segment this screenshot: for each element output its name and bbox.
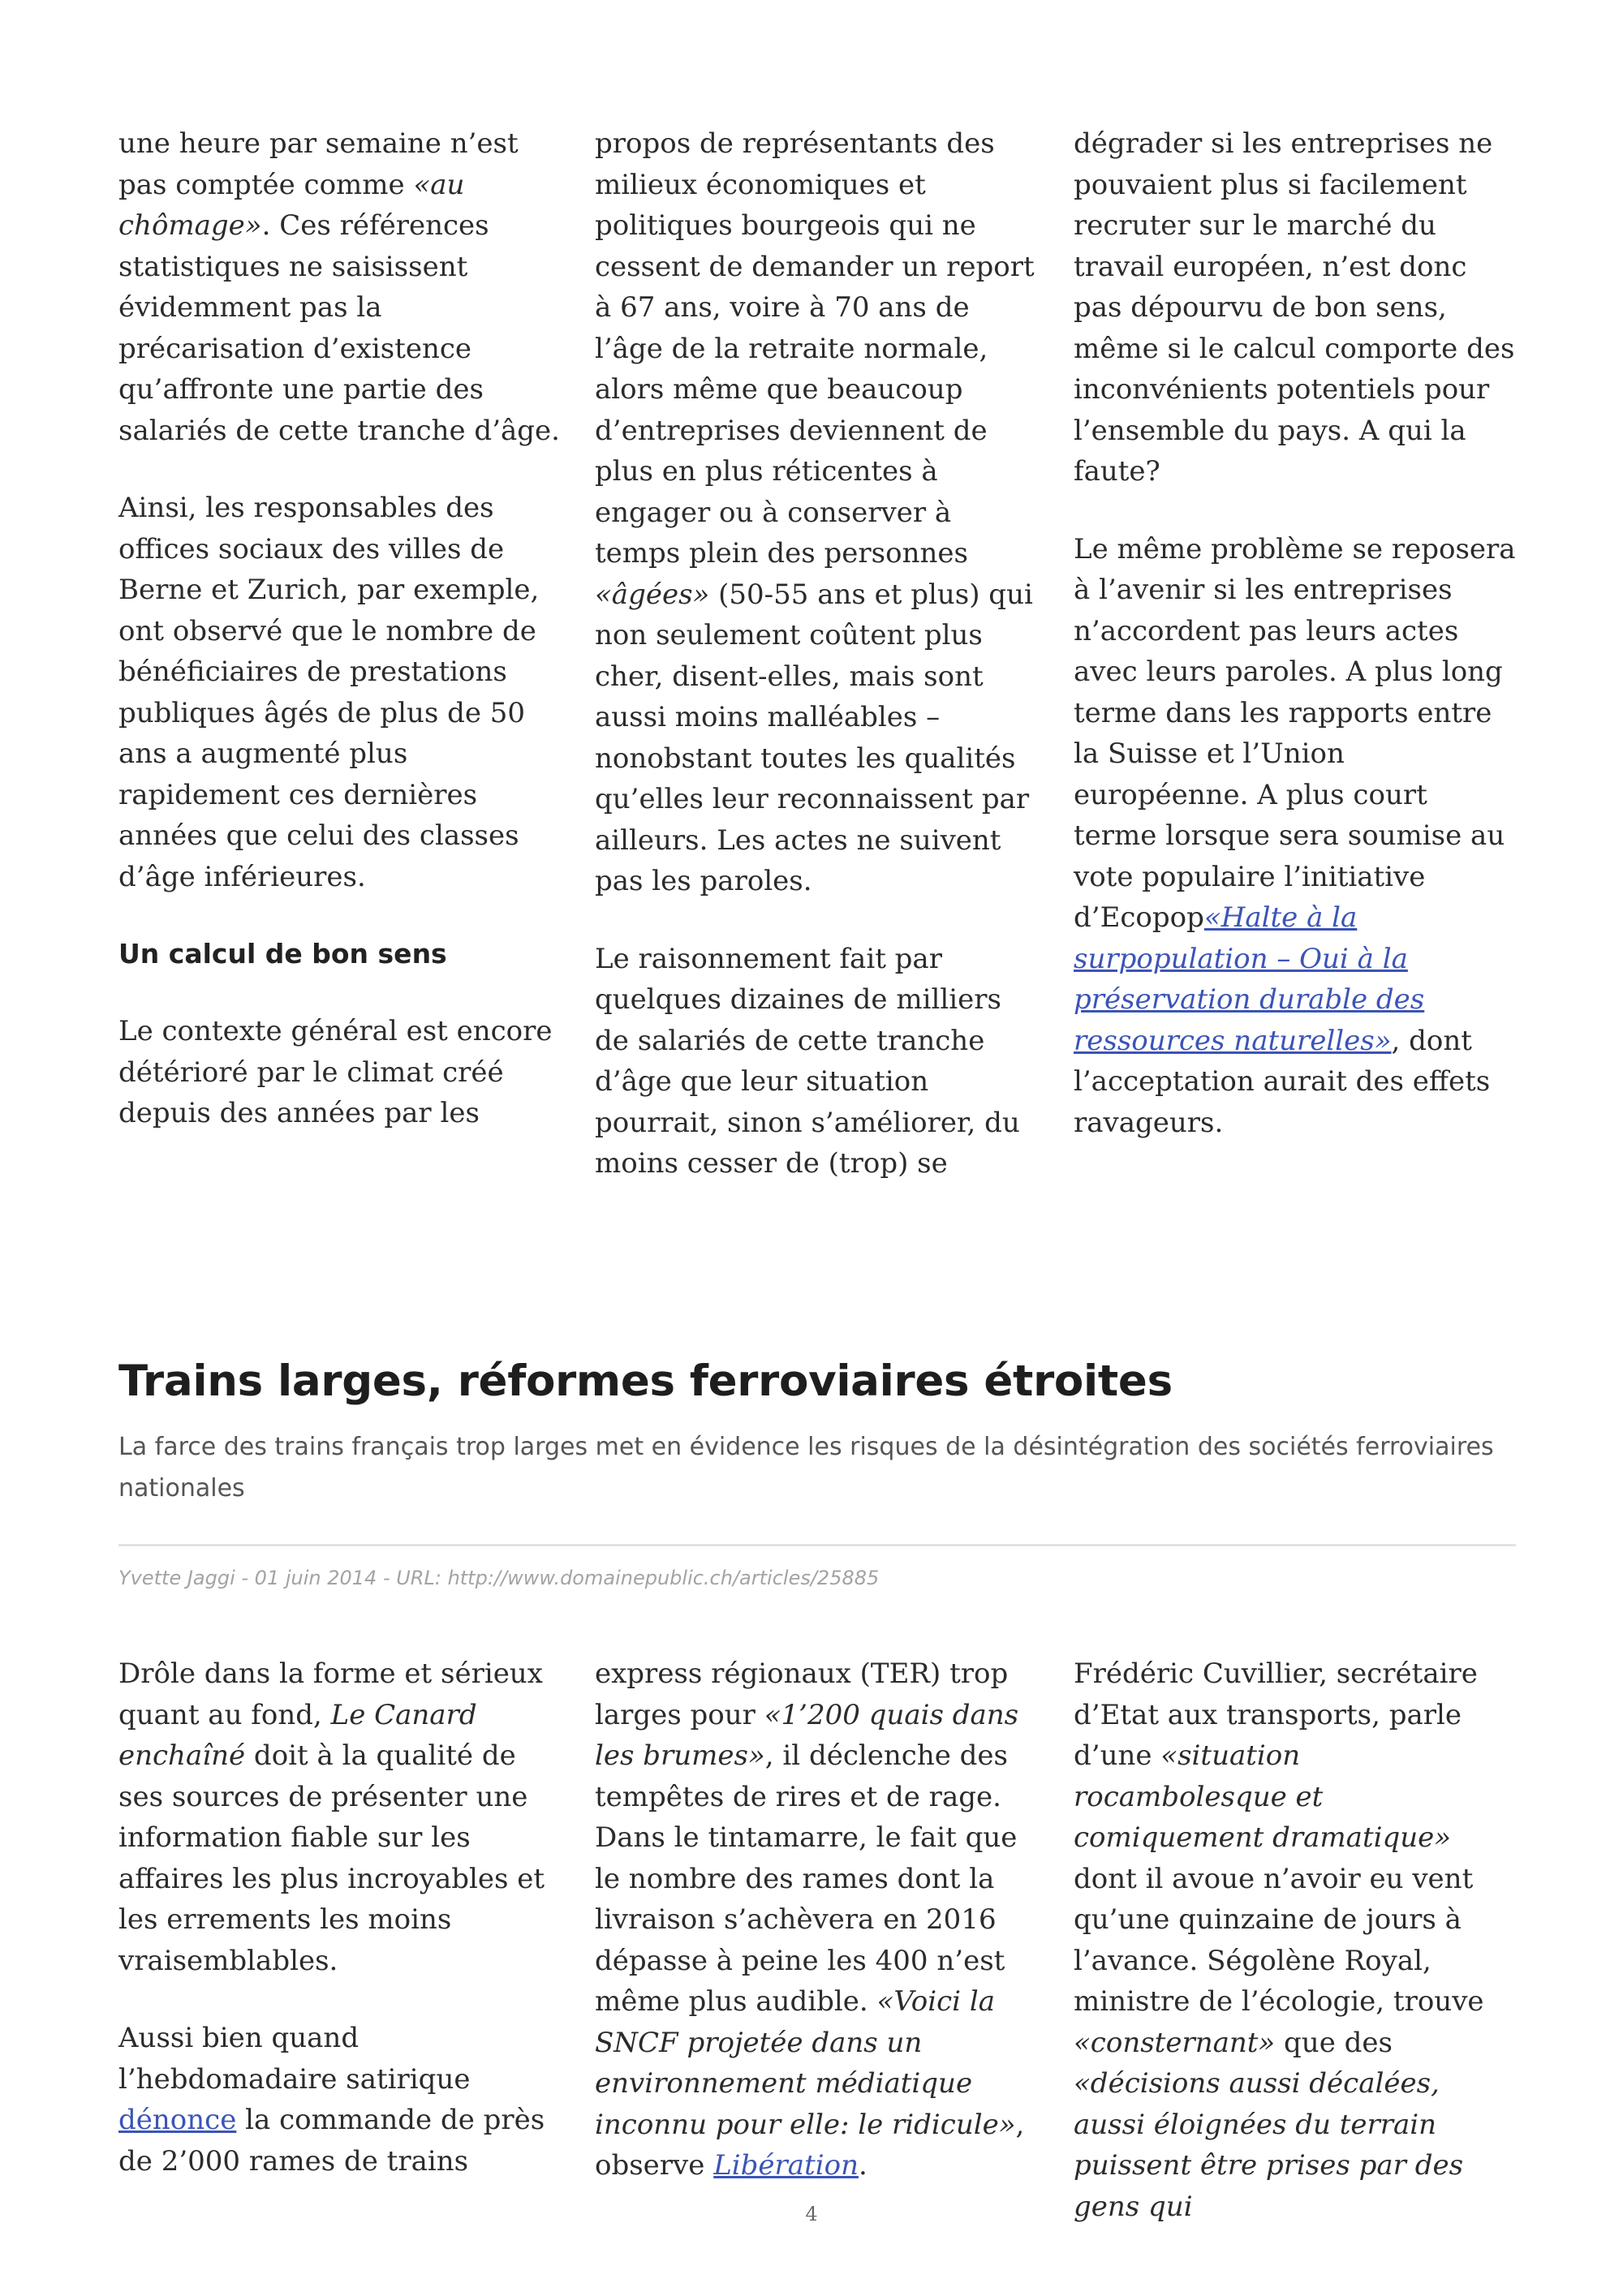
text: Aussi bien quand l’hebdomadaire satirique xyxy=(118,2022,471,2096)
divider xyxy=(118,1544,1516,1546)
section-subheading: Un calcul de bon sens xyxy=(118,938,447,970)
link-text: Libération xyxy=(713,2149,859,2182)
article2-column-3 xyxy=(1074,1653,1516,2227)
italic-quote: «au chômage» xyxy=(118,168,465,242)
text: (50-55 ans et plus) qui non seulement coûtent plus cher, disent-elles, mais sont aussi moins malléables – nonobstant toutes les qualités qu’elles leur reconnaissent par ailleurs. Les actes ne suivent pas les paroles. xyxy=(595,578,1033,897)
denonce-link[interactable]: dénonce xyxy=(118,2104,237,2136)
text: Frédéric Cuvillier, secrétaire d’Etat aux transports, parle d’une xyxy=(1074,1658,1478,1772)
article-lead: La farce des trains français trop larges met en évidence les risques de la désintégration des sociétés ferroviaires nationales xyxy=(118,1433,1494,1503)
article1-column-3 xyxy=(1074,123,1516,1143)
paragraph: Le raisonnement fait par quelques dizaines de milliers de salariés de cette tranche d’âge que leur situation pourrait, sinon s’améliorer, du moins cesser de (trop) se xyxy=(595,942,1020,1180)
italic-quote: «situation rocambolesque et comiquement dramatique» xyxy=(1074,1739,1452,1854)
article-byline: Yvette Jaggi - 01 juin 2014 - URL: http://www.domainepublic.ch/articles/25885 xyxy=(118,1567,880,1589)
paragraph xyxy=(1074,1653,1516,2227)
text: , observe xyxy=(595,2108,1025,2182)
article2-column-2 xyxy=(595,1653,1037,2186)
paragraph xyxy=(118,123,561,451)
article-title: Trains larges, réformes ferroviaires étroites xyxy=(118,1357,1173,1406)
text: dont il avoue n’avoir eu vent qu’une quinzaine de jours à l’avance. Ségolène Royal, ministre de l’écologie, trouve xyxy=(1074,1862,1484,2018)
paragraph: Le contexte général est encore détérioré par le climat créé depuis des années par les xyxy=(118,1015,553,1129)
italic-quote: «1’200 quais dans les brumes» xyxy=(595,1698,1019,1772)
text: une heure par semaine n’est pas comptée comme xyxy=(118,127,519,201)
text: , il déclenche des tempêtes de rires et de rage. Dans le tintamarre, le fait que le nombre des rames dont la livraison s’achèvera en 2016 dépasse à peine les 400 n’est même plus audible. xyxy=(595,1739,1018,2018)
italic-quote: «décisions aussi décalées, aussi éloignées du terrain puissent être prises par des gens qui xyxy=(1074,2067,1464,2223)
italic-quote: «consternant» xyxy=(1074,2026,1276,2059)
text: doit à la qualité de ses sources de présenter une information fiable sur les affaires les plus incroyables et les errements les moins vraisemblables. xyxy=(118,1739,545,1977)
text: express régionaux (TER) trop larges pour xyxy=(595,1658,1009,1731)
text: propos de représentants des milieux économiques et politiques bourgeois qui ne cessent de demander un report à 67 ans, voire à 70 ans de l’âge de la retraite normale, alors même que beaucoup d’entreprises deviennent de plus en plus réticentes à engager ou à conserver à temps plein des personnes xyxy=(595,127,1035,570)
text: que des xyxy=(1275,2026,1393,2059)
italic-quote: «Voici la SNCF projetée dans un environnement médiatique inconnu pour elle: le ridicule» xyxy=(595,1985,1016,2141)
link-text: «Halte à la surpopulation – Oui à la préservation durable des ressources naturelles» xyxy=(1074,901,1425,1057)
text: . xyxy=(858,2149,867,2182)
article2-column-1 xyxy=(118,1653,561,2182)
text: la commande de près de 2’000 rames de trains xyxy=(118,2104,545,2178)
paragraph: dégrader si les entreprises ne pouvaient plus si facilement recruter sur le marché du travail européen, n’est donc pas dépourvu de bon sens, même si le calcul comporte des inconvénients potentiels pour l’ensemble du pays. A qui la faute? xyxy=(1074,127,1515,488)
paragraph xyxy=(595,123,1037,902)
publication-name: Le Canard enchaîné xyxy=(118,1698,477,1772)
italic-quote: «âgées» xyxy=(595,578,710,611)
text: , dont l’acceptation aurait des effets ravageurs. xyxy=(1074,1024,1491,1139)
paragraph xyxy=(118,1653,561,1981)
article1-column-2 xyxy=(595,123,1037,1185)
text: Drôle dans la forme et sérieux quant au fond, xyxy=(118,1658,543,1731)
page-number: 4 xyxy=(805,2203,818,2225)
paragraph xyxy=(118,2018,561,2182)
paragraph: Ainsi, les responsables des offices sociaux des villes de Berne et Zurich, par exemple, ont observé que le nombre de bénéficiaires de prestations publiques âgés de plus de 50 ans a augmenté plus rapidement ces dernières années que celui des classes d’âge inférieures. xyxy=(118,492,540,893)
text: . Ces références statistiques ne saisissent évidemment pas la précarisation d’existence qu’affronte une partie des salariés de cette tranche d’âge. xyxy=(118,209,560,447)
article1-column-1 xyxy=(118,123,561,1134)
paragraph xyxy=(1074,529,1516,1144)
paragraph xyxy=(595,1653,1037,2186)
text: Le même problème se reposera à l’avenir si les entreprises n’accordent pas leurs actes avec leurs paroles. A plus long terme dans les rapports entre la Suisse et l’Union européenne. A plus court terme lorsque sera soumise au vote populaire l’initiative d’Ecopop xyxy=(1074,532,1516,934)
liberation-link[interactable] xyxy=(713,2149,859,2182)
